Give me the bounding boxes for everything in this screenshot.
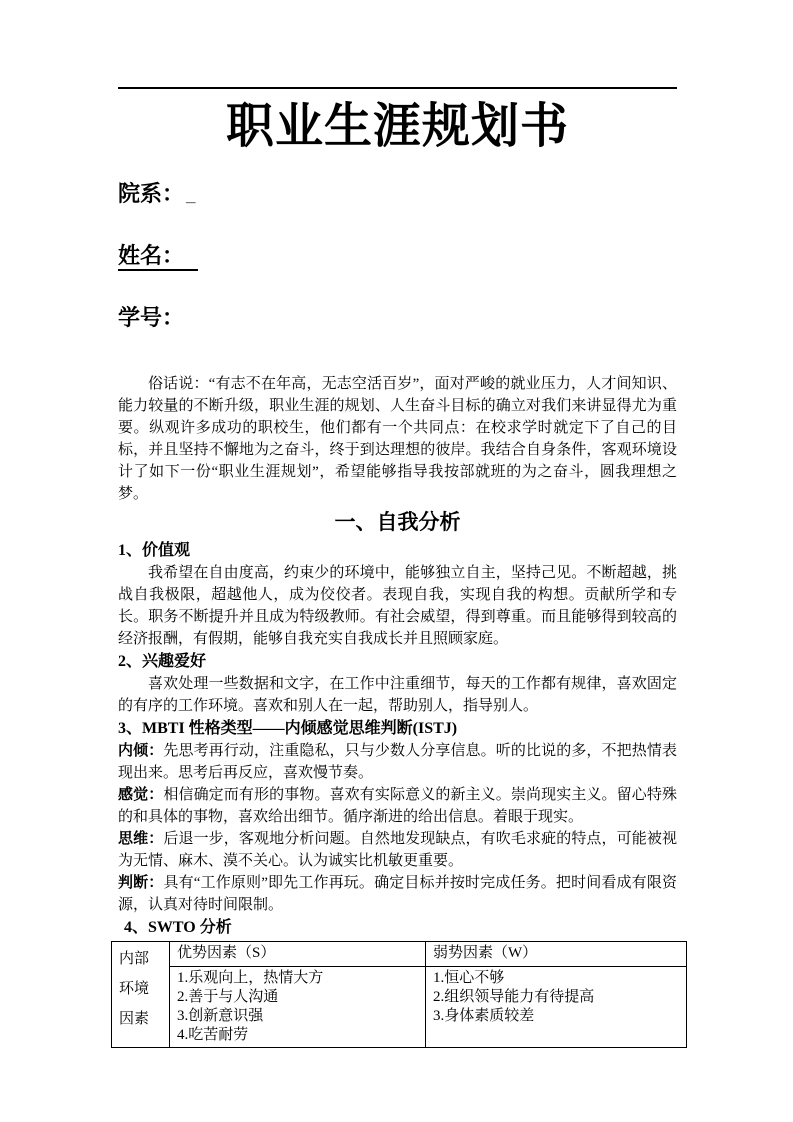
subheading-values: 1、价值观 bbox=[118, 542, 191, 559]
interests-paragraph: 喜欢处理一些数据和文字，在工作中注重细节，每天的工作都有规律，喜欢固定的有序的工作环境。喜欢和别人在一起，帮助别人，指导别人。 bbox=[118, 676, 677, 714]
trait-label-judging: 判断： bbox=[118, 875, 164, 891]
row-header-line-1: 内部 bbox=[119, 951, 150, 967]
department-value: _ bbox=[186, 186, 196, 205]
swot-body-row bbox=[112, 967, 687, 1048]
subheading-swot: 4、SWTO 分析 bbox=[124, 919, 232, 936]
weakness-item-2: 2.组织领导能力有待提高 bbox=[433, 989, 595, 1005]
mbti-trait-introversion bbox=[118, 740, 677, 784]
weaknesses-list-cell bbox=[426, 967, 687, 1048]
swot-header-row bbox=[112, 942, 687, 967]
section-heading-self-analysis: 一、自我分析 bbox=[334, 510, 461, 534]
mbti-trait-judging bbox=[118, 872, 677, 916]
swot-table bbox=[111, 941, 687, 1048]
subheading-mbti: 3、MBTI 性格类型——内倾感觉思维判断(ISTJ) bbox=[118, 720, 458, 737]
document-content bbox=[118, 87, 677, 1048]
department-field bbox=[118, 181, 677, 209]
trait-label-thinking: 思维： bbox=[118, 831, 164, 847]
name-field bbox=[118, 243, 677, 271]
document-title: 职业生涯规划书 bbox=[225, 100, 569, 153]
subheading-interests: 2、兴趣爱好 bbox=[118, 653, 207, 670]
trait-text-judging: 具有“工作原则”即先工作再玩。确定目标并按时完成任务。把时间看成有限资源，认真对待时间限制。 bbox=[118, 875, 677, 913]
mbti-trait-thinking bbox=[118, 828, 677, 872]
header-rule-line bbox=[118, 87, 677, 89]
cover-fields bbox=[118, 181, 677, 331]
values-paragraph: 我希望在自由度高，约束少的环境中，能够独立自主，坚持己见。不断超越，挑战自我极限，超越他人，成为佼佼者。表现自我，实现自我的构想。贡献所学和专长。职务不断提升并且成为特级教师。有社会威望，得到尊重。而且能够得到较高的经济报酬，有假期，能够自我充实自我成长并且照顾家庭。 bbox=[118, 565, 677, 647]
strength-item-3: 3.创新意识强 bbox=[177, 1008, 264, 1024]
trait-label-introversion: 内倾： bbox=[118, 743, 164, 759]
trait-text-thinking: 后退一步，客观地分析问题。自然地发现缺点，有吹毛求疵的特点，可能被视为无情、麻木、漠不关心。认为诚实比机敏更重要。 bbox=[118, 831, 677, 869]
name-label: 姓名： bbox=[118, 243, 198, 271]
student-id-label: 学号： bbox=[118, 305, 185, 330]
weakness-item-1: 1.恒心不够 bbox=[433, 970, 505, 986]
mbti-trait-sensing bbox=[118, 784, 677, 828]
strength-item-4: 4.吃苦耐劳 bbox=[177, 1027, 249, 1043]
strengths-list-cell bbox=[170, 967, 426, 1048]
student-id-field bbox=[118, 305, 677, 331]
trait-label-sensing: 感觉： bbox=[118, 787, 164, 803]
row-header-line-3: 因素 bbox=[119, 1011, 150, 1027]
intro-paragraph: 俗话说：“有志不在年高，无志空活百岁”，面对严峻的就业压力，人才间知识、能力较量的不断升级，职业生涯的规划、人生奋斗目标的确立对我们来讲显得尤为重要。纵观许多成功的职校生，他们都有一个共同点：在校求学时就定下了自己的目标，并且坚持不懈地为之奋斗，终于到达理想的彼岸。我结合自身条件，客观环境设计了如下一份“职业生涯规划”，希望能够指导我按部就班的为之奋斗，圆我理想之梦。 bbox=[118, 376, 677, 502]
department-label: 院系： bbox=[118, 181, 185, 206]
trait-text-sensing: 相信确定而有形的事物。喜欢有实际意义的新主义。崇尚现实主义。留心特殊的和具体的事物，喜欢给出细节。循序渐进的给出信息。着眼于现实。 bbox=[118, 787, 677, 825]
trait-text-introversion: 先思考再行动，注重隐私，只与少数人分享信息。听的比说的多，不把热情表现出来。思考后再反应，喜欢慢节奏。 bbox=[118, 743, 677, 781]
strength-item-2: 2.善于与人沟通 bbox=[177, 989, 279, 1005]
strength-item-1: 1.乐观向上，热情大方 bbox=[177, 970, 324, 986]
weakness-item-3: 3.身体素质较差 bbox=[433, 1008, 535, 1024]
swot-row-header-cell bbox=[112, 942, 170, 1048]
row-header-line-2: 环境 bbox=[119, 981, 150, 997]
strengths-header-cell: 优势因素（S） bbox=[170, 942, 426, 967]
weaknesses-header-cell: 弱势因素（W） bbox=[426, 942, 687, 967]
